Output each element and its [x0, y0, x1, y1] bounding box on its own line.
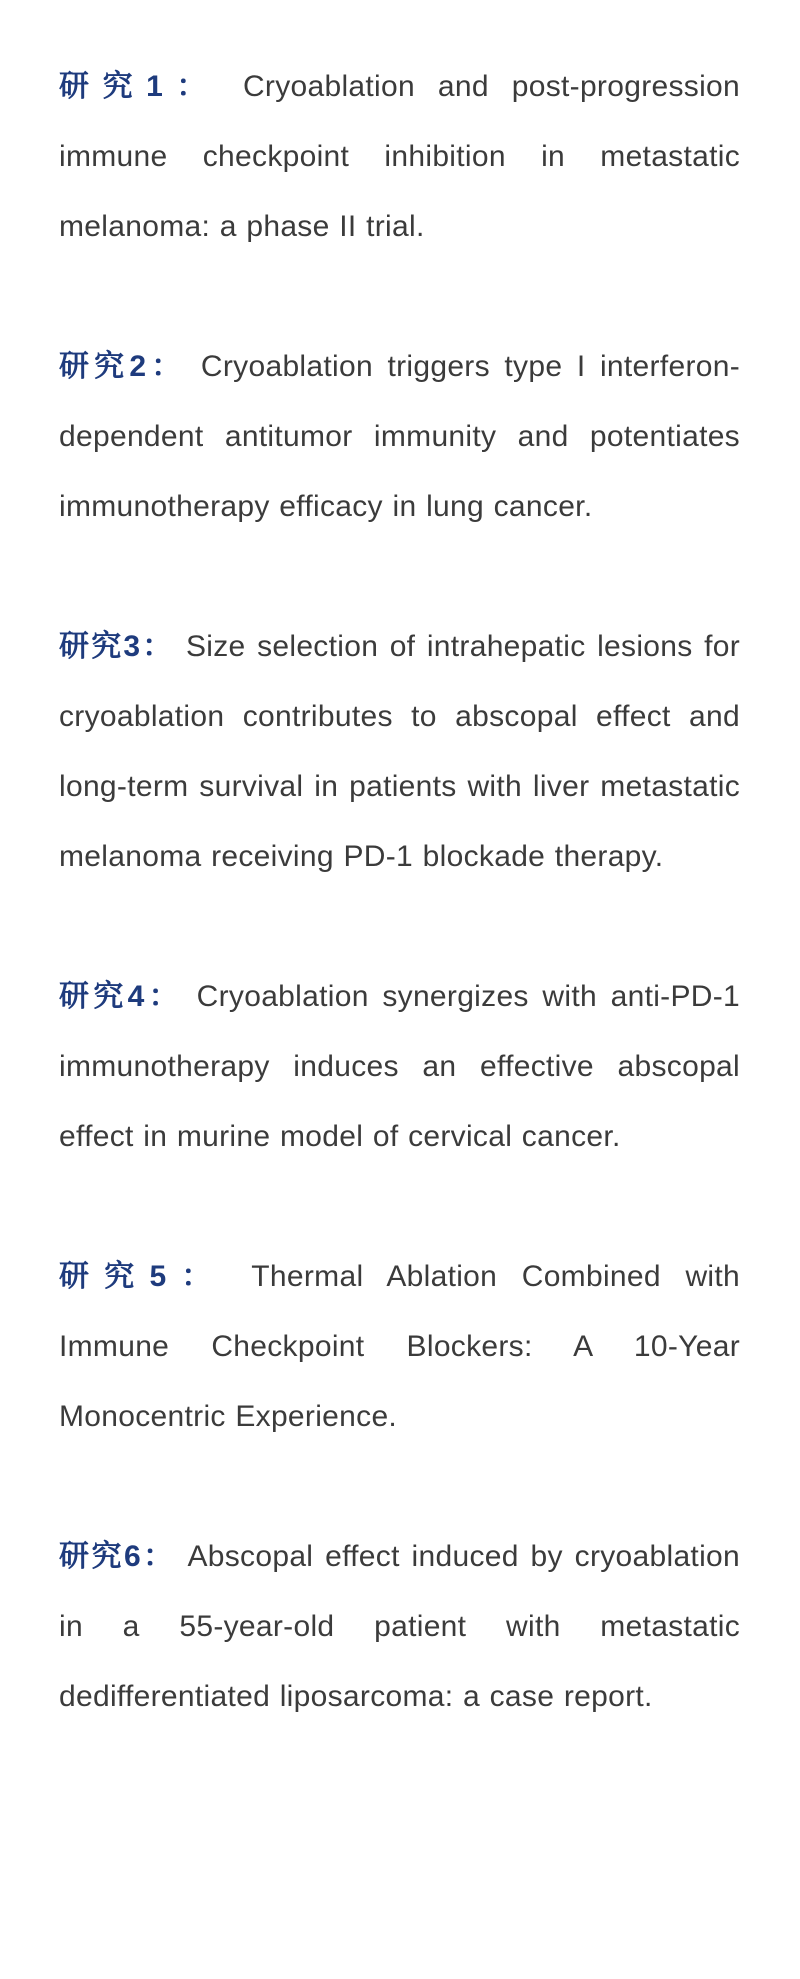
study-title-3: Size selection of intrahepatic lesions for cryoablation contributes to abscopal effect and long-term survival in patients with liver metastatic melanoma receiving PD-1 blockade therapy.: [59, 630, 740, 873]
study-label-6: 研究6：: [59, 1540, 176, 1573]
study-title-2: Cryoablation triggers type I interferon-dependent antitumor immunity and potentiates immunotherapy efficacy in lung cancer.: [59, 350, 740, 523]
study-title-4: Cryoablation synergizes with anti-PD-1 immunotherapy induces an effective abscopal effect in murine model of cervical cancer.: [59, 980, 741, 1153]
study-item-1: [59, 52, 740, 262]
study-label-5: 研究5：: [59, 1260, 227, 1293]
study-item-4: [59, 962, 740, 1172]
study-item-2: [59, 332, 740, 542]
study-item-3: [59, 612, 740, 892]
study-label-4: 研究4：: [59, 980, 183, 1013]
study-title-6: Abscopal effect induced by cryoablation in a 55-year-old patient with metastatic dedifferentiated liposarcoma: a case report.: [59, 1540, 741, 1713]
study-item-6: [59, 1522, 740, 1732]
study-title-1: Cryoablation and post-progression immune checkpoint inhibition in metastatic melanoma: a phase II trial.: [59, 70, 740, 243]
study-item-5: [59, 1242, 740, 1452]
study-label-1: 研究1：: [59, 70, 221, 103]
study-label-2: 研究2：: [59, 350, 187, 383]
study-title-5: Thermal Ablation Combined with Immune Checkpoint Blockers: A 10-Year Monocentric Experience.: [59, 1260, 741, 1433]
study-label-3: 研究3：: [59, 630, 175, 663]
